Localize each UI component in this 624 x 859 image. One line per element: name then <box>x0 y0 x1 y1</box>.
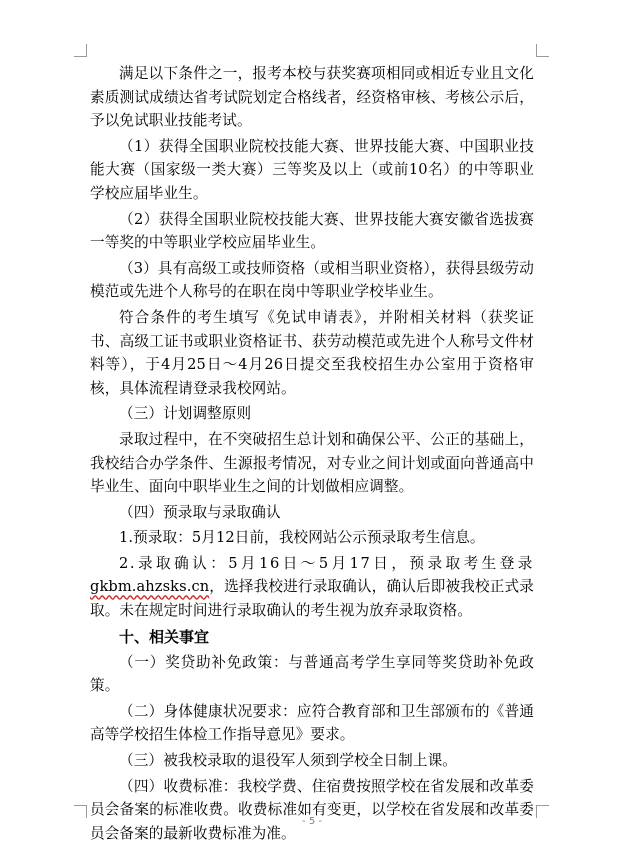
paragraph-pre-admission: 1.预录取：5月12日前，我校网站公示预录取考生信息。 <box>119 529 485 547</box>
registration-site-link[interactable]: gkbm.ahzsks.cn <box>90 578 210 596</box>
page-number: - 5 - <box>302 816 322 827</box>
paragraph-application-materials: 符合条件的考生填写《免试申请表》，并附相关材料（获奖证书、高级工证书或职业资格证书、获劳动模范或先进个人称号文件材料等），于4月25日～4月26日提交至我校招生办公室用于资格审核，具体流程请登录我校网站。 <box>90 308 534 397</box>
paragraph-condition-3: （3）具有高级工或技师资格（或相当职业资格），获得县级劳动模范或先进个人称号的在职在岗中等职业学校毕业生。 <box>90 259 534 301</box>
paragraph-exemption-conditions: 满足以下条件之一，报考本校与获奖赛项相同或相近专业且文化素质测试成绩达省考试院划定合格线者，经资格审核、考核公示后，予以免试职业技能考试。 <box>90 65 534 130</box>
confirmation-prefix: 2.录取确认：5月16日～5月17日，预录取考生登录 <box>119 554 534 572</box>
item-financial-aid: （一）奖贷助补免政策：与普通高考学生享同等奖贷助补免政策。 <box>90 653 534 695</box>
item-fee-standards: （四）收费标准：我校学费、住宿费按照学校在省发展和改革委员会备案的标准收费。收费标准如有变更，以学校在省发展和改革委员会备案的最新收费标准为准。 <box>90 777 534 842</box>
subheading-pre-admission: （四）预录取与录取确认 <box>119 503 281 521</box>
item-health-requirements: （二）身体健康状况要求：应符合教育部和卫生部颁布的《普通高等学校招生体检工作指导意见》要求。 <box>90 702 534 744</box>
paragraph-admission-confirmation <box>90 552 534 623</box>
document-body <box>90 62 534 847</box>
paragraph-plan-adjustment: 录取过程中，在不突破招生总计划和确保公平、公正的基础上，我校结合办学条件、生源报考情况，对专业之间计划或面向普通高中毕业生、面向中职毕业生之间的计划做相应调整。 <box>90 430 534 496</box>
paragraph-condition-1: （1）获得全国职业院校技能大赛、世界技能大赛、中国职业技能大赛（国家级一类大赛）三等奖及以上（或前10名）的中等职业学校应届毕业生。 <box>90 137 534 202</box>
crop-mark-top-left <box>74 44 87 57</box>
item-veterans: （三）被我校录取的退役军人须到学校全日制上课。 <box>119 752 457 770</box>
crop-mark-top-right <box>536 44 549 57</box>
paragraph-condition-2: （2）获得全国职业院校技能大赛、世界技能大赛安徽省选拔赛一等奖的中等职业学校应届毕业生。 <box>90 210 534 252</box>
subheading-plan-adjustment: （三）计划调整原则 <box>119 405 252 423</box>
section-heading-related-matters: 十、相关事宜 <box>119 627 210 646</box>
confirmation-suffix: ，选择我校进行录取确认，确认后即被我校正式录取。未在规定时间进行录取确认的考生视为放弃录取资格。 <box>90 578 534 620</box>
